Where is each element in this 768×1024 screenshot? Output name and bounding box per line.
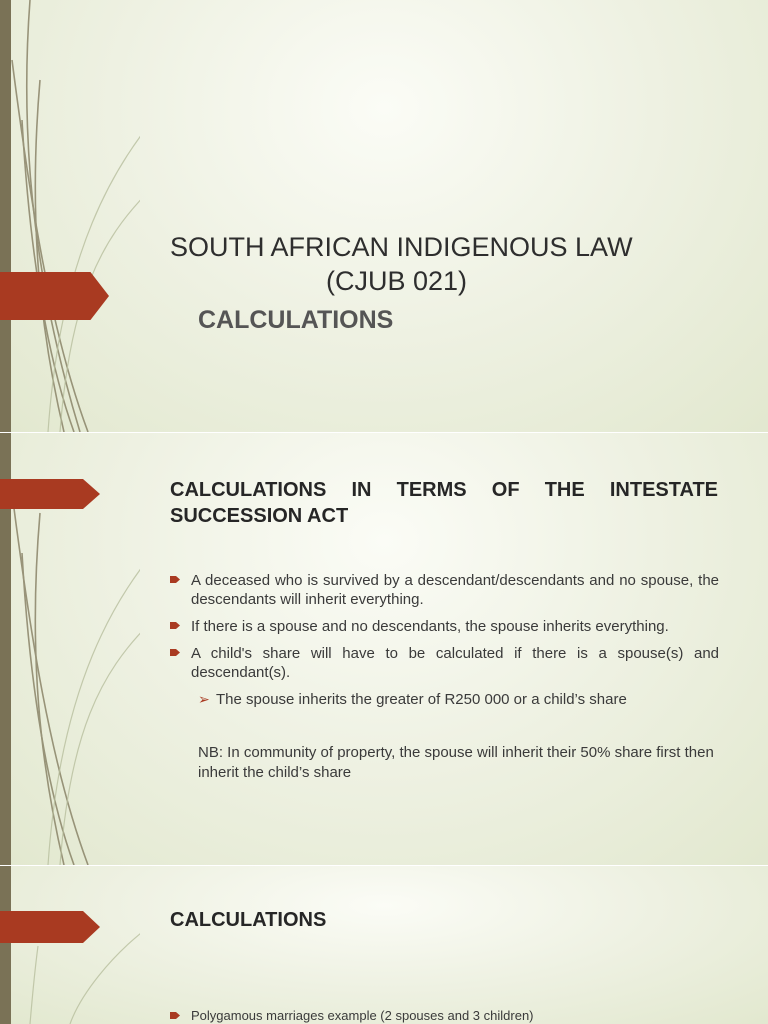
content-slide-calculations	[0, 866, 768, 1024]
bullet-arrow-icon	[170, 622, 180, 629]
title-line-1: SOUTH AFRICAN INDIGENOUS LAW	[170, 232, 633, 262]
sub-bullet-arrow-icon: ➢	[198, 691, 210, 707]
title-slide	[0, 0, 768, 432]
bullet-arrow-icon	[170, 576, 180, 583]
nb-note: NB: In community of property, the spouse will inherit their 50% share first then inherit the child’s share	[198, 744, 714, 781]
slide-title	[170, 230, 670, 298]
slide-marker-arrow	[0, 272, 109, 320]
grass-decoration-icon	[0, 0, 140, 432]
grass-decoration-icon	[0, 866, 140, 1024]
content-slide-intestate	[0, 433, 768, 865]
bullet-arrow-icon	[170, 1012, 180, 1019]
list-item: Polygamous marriages example (2 spouses and 3 children)	[170, 1008, 534, 1023]
list-item: A child's share will have to be calculated if there is a spouse(s) and descendant(s).	[170, 644, 719, 682]
bullet-arrow-icon	[170, 649, 180, 656]
bullet-list	[170, 571, 719, 690]
slide-marker-arrow	[0, 911, 100, 943]
slide-heading: CALCULATIONS	[170, 909, 327, 931]
slide-subtitle: CALCULATIONS	[198, 306, 394, 334]
slide-heading: CALCULATIONS IN TERMS OF THE INTESTATE SUCCESSION ACT	[170, 479, 718, 527]
list-item: A deceased who is survived by a descendant/descendants and no spouse, the descendants will inherit everything.	[170, 571, 719, 609]
sub-bullet: ➢ The spouse inherits the greater of R250 000 or a child’s share	[198, 691, 627, 708]
list-item: If there is a spouse and no descendants, the spouse inherits everything.	[170, 617, 719, 636]
title-line-2: (CJUB 021)	[326, 266, 468, 296]
slide-marker-arrow	[0, 479, 100, 509]
